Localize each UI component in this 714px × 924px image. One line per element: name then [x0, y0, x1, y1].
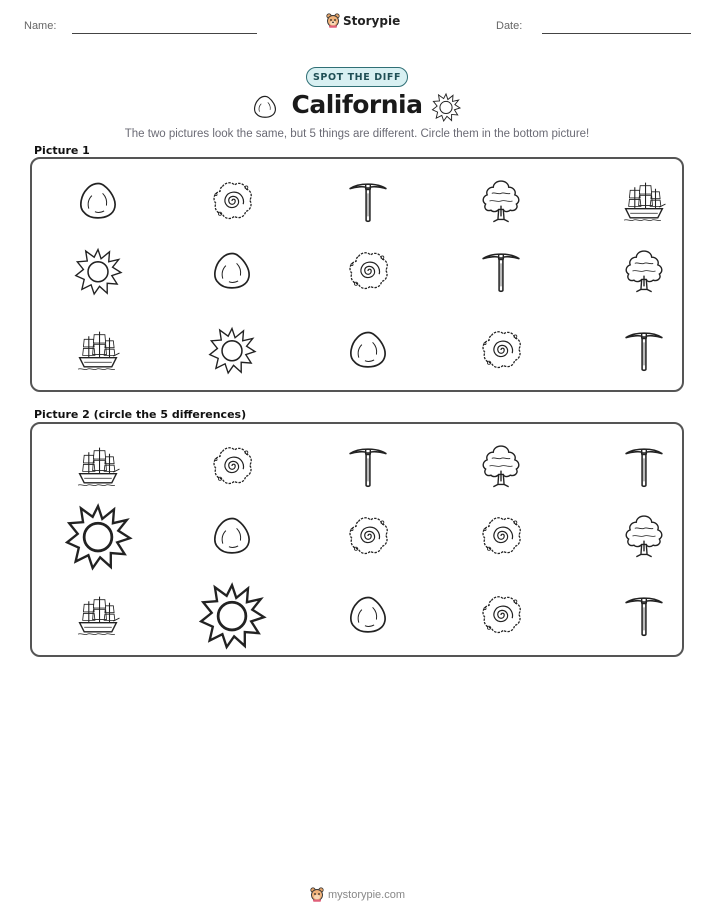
footer — [310, 887, 405, 902]
picture-1-panel — [30, 157, 684, 392]
rock-icon — [73, 176, 123, 226]
spot-the-diff-badge: SPOT THE DIFF — [306, 67, 408, 87]
tree-icon[interactable] — [476, 441, 526, 491]
rock-icon — [343, 325, 393, 375]
rock-icon[interactable] — [343, 590, 393, 640]
tree-icon — [619, 246, 669, 296]
pickaxe-icon[interactable] — [343, 441, 393, 491]
ship-icon[interactable] — [73, 441, 123, 491]
name-line[interactable] — [72, 33, 257, 34]
footer-url: mystorypie.com — [328, 888, 406, 901]
flower-icon[interactable] — [207, 441, 257, 491]
sun-icon[interactable] — [200, 583, 264, 647]
tree-icon[interactable] — [619, 511, 669, 561]
mascot-icon — [310, 887, 324, 902]
brand-name: Storypie — [343, 13, 401, 28]
flower-icon — [343, 246, 393, 296]
picture-2-panel[interactable] — [30, 422, 684, 657]
picture-1-label: Picture 1 — [34, 144, 90, 157]
tree-icon — [476, 176, 526, 226]
mascot-icon — [326, 13, 340, 28]
ship-icon[interactable] — [73, 590, 123, 640]
rock-icon[interactable] — [207, 511, 257, 561]
flower-icon — [476, 325, 526, 375]
ship-icon — [73, 325, 123, 375]
page-title: California — [291, 90, 423, 119]
picture-2-label: Picture 2 (circle the 5 differences) — [34, 408, 247, 421]
pickaxe-icon[interactable] — [619, 590, 669, 640]
pickaxe-icon — [619, 325, 669, 375]
name-label: Name: — [24, 20, 57, 32]
ship-icon — [619, 176, 669, 226]
flower-icon[interactable] — [476, 590, 526, 640]
sun-icon — [73, 246, 123, 296]
instructions: The two pictures look the same, but 5 things are different. Circle them in the bottom picture! — [124, 128, 590, 140]
date-line[interactable] — [542, 33, 691, 34]
flower-icon[interactable] — [476, 511, 526, 561]
brand-logo — [326, 13, 400, 28]
sun-icon[interactable] — [66, 504, 130, 568]
pickaxe-icon[interactable] — [619, 441, 669, 491]
rock-icon — [207, 246, 257, 296]
pickaxe-icon — [476, 246, 526, 296]
sun-icon — [207, 325, 257, 375]
flower-icon[interactable] — [343, 511, 393, 561]
title-sun-icon — [432, 93, 460, 121]
date-label: Date: — [496, 20, 523, 32]
flower-icon — [207, 176, 257, 226]
pickaxe-icon — [343, 176, 393, 226]
